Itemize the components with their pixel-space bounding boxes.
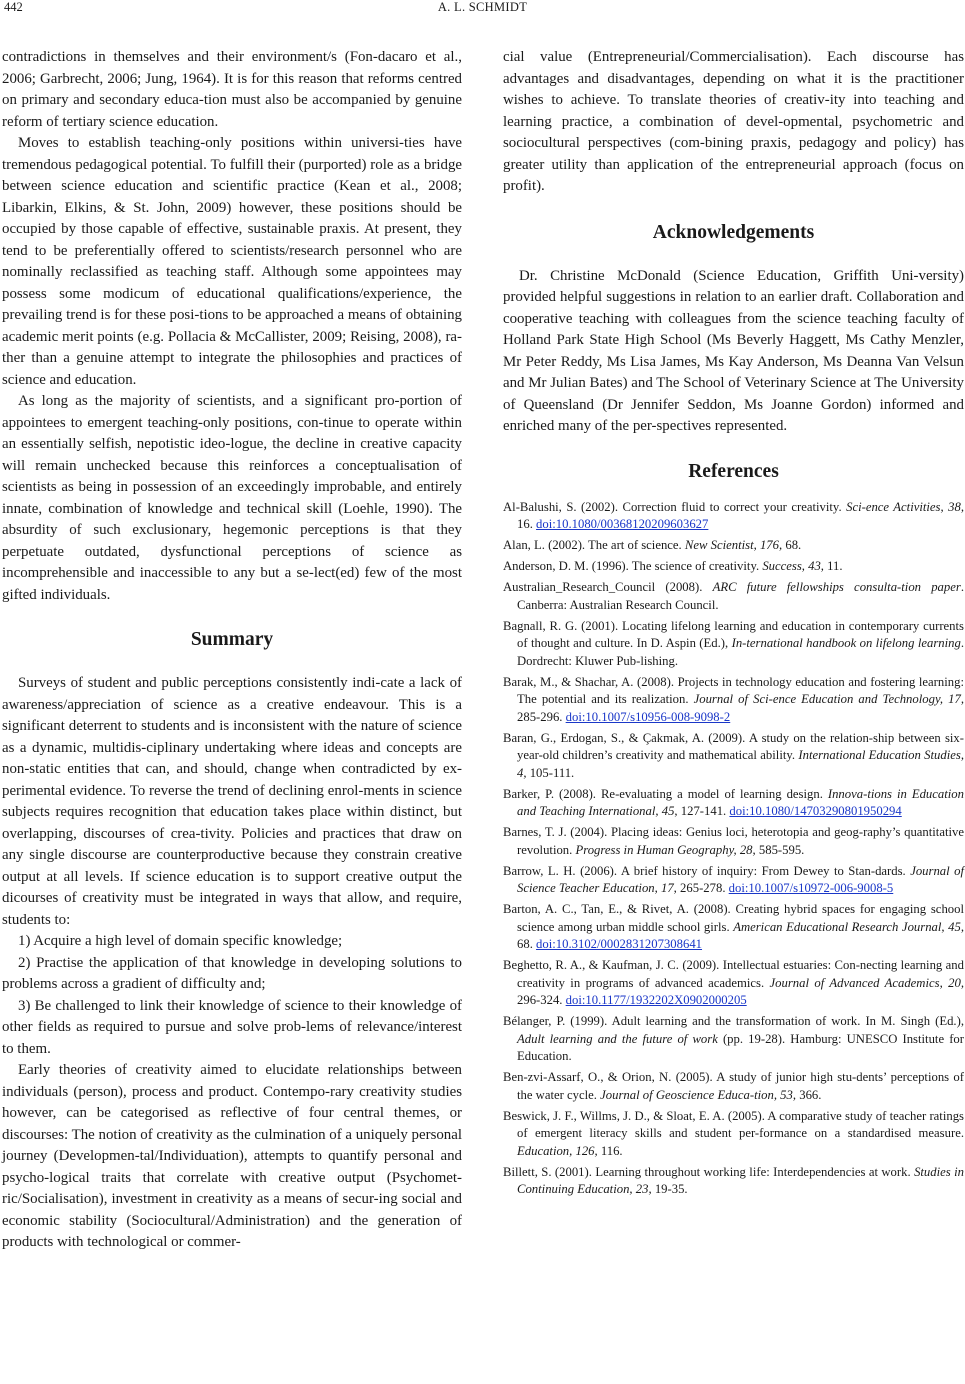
reference-journal: Adult learning and the future of work [517, 1031, 718, 1046]
reference-details: (pp. 19-28). Hamburg: UNESCO Institute for Education. [517, 1031, 964, 1063]
reference-details: 265-278. [676, 881, 729, 895]
reference-details: 19-35. [651, 1182, 688, 1196]
reference-journal: Education, 126, [517, 1143, 598, 1158]
body-paragraph: cial value (Entrepreneurial/Commercialisation). Each discourse has advantages and disadvantages, depending on what it is the practitioner wishes to achieve. To translate theories of creativ-ity into teaching and learning practice, a combination of devel-opmental, psychometric and sociocultural perspectives (com-bining praxis, pedagogy and policy) has greater utility than application of the entrepreneurial approach (focus on profit). [503, 49, 964, 194]
reference-journal: International Education Studies, 4, [517, 748, 964, 780]
reference-entry [503, 1013, 964, 1066]
page-header [0, 0, 965, 20]
reference-entry [503, 863, 964, 898]
reference-details: 16. [517, 517, 537, 531]
reference-entry [503, 618, 964, 671]
summary-list-item: 1) Acquire a high level of domain specific knowledge; [18, 933, 343, 949]
reference-text: Ben-zvi-Assarf, O., & Orion, N. (2005). A study of junior high stu-dents’ perceptions of the water cycle. [503, 1070, 964, 1102]
summary-paragraph: Early theories of creativity aimed to elucidate relationships between individuals (person), process and product. Contempo-rary creativity studies however, can be categorised as reflective of four central themes, or discourses: The notion of creativity as the culmination of a uniquely personal journey (Developmen-tal/Individuation), attempts to quantify personal and psycho-logical traits that correlate with creative output (Psychomet-ric/Socialisation), investment in creativity as a means of secur-ing social and economic stability (Sociocultural/Administration) and the generation of products with technological or commer- [2, 1062, 462, 1250]
reference-journal: ARC future fellowships consulta-tion paper [712, 580, 961, 594]
reference-journal: Progress in Human Geography, 28, [575, 842, 756, 857]
doi-link[interactable]: doi:10.1007/s10956-008-9098-2 [565, 709, 731, 724]
reference-journal: Sci-ence Activities, 38, [846, 499, 964, 514]
reference-entry [503, 558, 964, 576]
reference-text: Bagnall, R. G. (2001). Locating lifelong learning and education in contemporary currents of thought and culture. In D. Aspin (Ed.), [503, 618, 964, 650]
reference-details: . Canberra: Australian Research Council. [517, 580, 964, 612]
reference-entry [503, 499, 964, 534]
reference-entry [503, 1164, 964, 1199]
reference-journal: Studies in Continuing Education, 23, [517, 1164, 964, 1196]
reference-details: 68. [782, 538, 802, 552]
reference-details: 105-111. [526, 765, 575, 780]
reference-journal: American Educational Research Journal, 45, [733, 919, 964, 934]
body-paragraph: As long as the majority of scientists, and a significant pro-portion of appointees to emergent teaching-only positions, con-tinue to operate within an essentially selfish, nepotistic ideo-logue, the decline in creative capacity will remain unchecked because this reinforces a conceptualisation of scientists as being in possession of an exceedingly improbable, and entirely innate, combination of knowledge and technical skill (Loehle, 1990). The absurdity of such exclusionary, hegemonic perceptions is that they perpetuate outdated, dysfunctional perceptions of science as incomprehensible and inaccessible to any but a se-lect(ed) few of the most gifted individuals. [2, 393, 462, 603]
references-list [503, 499, 964, 1199]
reference-text: Australian_Research_Council (2008). [503, 580, 713, 594]
reference-journal: New Scientist, 176, [684, 538, 783, 552]
reference-details: 296-324. [517, 993, 566, 1007]
reference-journal: Journal of Geoscience Educa-tion, 53, [600, 1087, 797, 1102]
reference-text: Barton, A. C., Tan, E., & Rivet, A. (2008). Creating hybrid spaces for engaging school science among urban middle school girls. [503, 902, 964, 934]
doi-link[interactable]: doi:10.1080/00368120209603627 [536, 517, 709, 531]
acknowledgements-paragraph: Dr. Christine McDonald (Science Education, Griffith Uni-versity) provided helpful suggestions in relation to an earlier draft. Collaboration and cooperative teaching with colleagues from the science teaching faculty of Holland Park State High School (Ms Beverly Haggett, Ms Cathy Menzler, Mr Peter Reddy, Ms Lisa James, Ms Kay Anderson, Ms Deanna Van Velsun and Mr Julian Bates) and The School of Veterinary Science at The University of Queensland (Dr Jennifer Seddon, Ms Joanne Gordon) informed and enriched many of the per-spectives represented. [503, 267, 964, 434]
reference-journal: Success, 43, [762, 559, 824, 573]
reference-details: 11. [823, 559, 843, 573]
reference-journal: In-ternational handbook on lifelong learning [731, 636, 961, 650]
reference-text: Barker, P. (2008). Re-evaluating a model of learning design. [503, 786, 828, 801]
reference-text: Beswick, J. F., Willms, J. D., & Sloat, E. A. (2005). A comparative study of teacher ratings of emergent literacy skills and student per-formance on a standardised measure. [503, 1108, 964, 1140]
reference-details: 285-296. [517, 709, 566, 724]
doi-link[interactable]: doi:10.1007/s10972-006-9008-5 [728, 881, 894, 895]
page-number: 442 [4, 0, 23, 14]
reference-entry [503, 786, 964, 821]
reference-journal: Journal of Advanced Academics, 20, [769, 975, 964, 990]
summary-list-item: 3) Be challenged to link their knowledge of science to their knowledge of other fields as required to pursue and solve prob-lems of relevance/interest to them. [2, 997, 462, 1057]
reference-details: 116. [597, 1143, 623, 1158]
reference-details: , 127-141. [674, 804, 730, 818]
reference-entry [503, 730, 964, 783]
reference-details: 585-595. [755, 842, 805, 857]
reference-entry [503, 901, 964, 954]
reference-details: . Dordrecht: Kluwer Pub-lishing. [517, 636, 964, 668]
reference-entry [503, 1108, 964, 1161]
acknowledgements-heading: Acknowledgements [652, 221, 815, 243]
body-paragraph: Moves to establish teaching-only positions within universi-ties have tremendous pedagogical potential. To fulfill their (purported) role as a bridge between science education and scientific practice (Kean et al., 2008; Libarkin, Elkins, & St. John, 2009) however, these positions should be occupied by those capable of effective, sustainable praxis. At present, they tend to be preferentially offered to scientists/research personnel who are nominally reclassified as teaching staff. Although some appointees may possess some modicum of educational qualifications/experience, the prevailing trend is for these posi-tions to be approached a means of obtaining academic merit points (e.g. Pollacia & McCallister, 2009; Reising, 2008), ra-ther than a genuine attempt to integrate the philosophies and practices of science and education. [2, 135, 462, 388]
reference-details: 68. [517, 937, 537, 951]
doi-link[interactable]: doi:10.1177/1932202X0902000205 [565, 993, 747, 1007]
reference-entry [503, 674, 964, 727]
running-head: A. L. SCHMIDT [437, 0, 528, 14]
reference-text: Bélanger, P. (1999). Adult learning and the transformation of work. In M. Singh (Ed.), [503, 1014, 964, 1028]
reference-text: Baran, G., Erdogan, S., & Çakmak, A. (2009). A study on the relation-ship between six-year-old children’s creativity and mathematical ability. [503, 730, 964, 762]
body-paragraph: contradictions in themselves and their environment/s (Fon-dacaro et al., 2006; Garbrecht, 2006; Jung, 1964). It is for this reason that reforms centred on primary and secondary educa-tion must also be accompanied by genuine reform of tertiary science education. [2, 49, 462, 130]
reference-text: Beghetto, R. A., & Kaufman, J. C. (2009). Intellectual estuaries: Con-necting learning and creativity in programs of advanced academics. [503, 958, 964, 990]
reference-text: Barak, M., & Shachar, A. (2008). Projects in technology education and fostering learning: The potential and its realization. [503, 674, 964, 706]
reference-text: Al-Balushi, S. (2002). Correction fluid to correct your creativity. [503, 499, 847, 514]
reference-entry [503, 957, 964, 1010]
reference-entry [503, 1069, 964, 1104]
reference-journal: Innova-tions in Education and Teaching International, 45 [517, 786, 964, 818]
reference-text: Anderson, D. M. (1996). The science of creativity. [503, 559, 763, 573]
reference-text: Barnes, T. J. (2004). Placing ideas: Genius loci, heterotopia and geog-raphy’s quantitative revolution. [503, 825, 964, 857]
reference-journal: Journal of Sci-ence Education and Technology, 17, [693, 692, 965, 706]
reference-text: Barrow, L. H. (2006). A brief history of inquiry: From Dewey to Stan-dards. [503, 863, 911, 878]
left-column [2, 47, 462, 1254]
reference-journal: Journal of Science Teacher Education, 17, [517, 863, 964, 895]
summary-heading: Summary [190, 629, 274, 650]
reference-entry [503, 824, 964, 859]
summary-paragraph: Surveys of student and public perceptions consistently indi-cate a lack of awareness/appreciation of science as a creative endeavour. This is a significant deterrent to students and is inconsistent with the nature of science as a dynamic, multidis-ciplinary undertaking where ideas and concepts are non-static entities that can, and should, change when contradicted by ex-perimental evidence. To reverse the trend of declining enrol-ments in science subjects requires recognition that education takes place within distinct, but overlapping, discourses of crea-tivity. Policies and practices that draw on any single discourse are counterproductive because they constrain creative output at all levels. If science education is to support creative output the dicourses of creativity must be integrated in ways that allow, and require, students to: [2, 675, 462, 928]
reference-entry [503, 579, 964, 614]
reference-details: 366. [796, 1087, 822, 1102]
reference-text: Alan, L. (2002). The art of science. [503, 538, 685, 552]
references-heading: References [688, 460, 779, 482]
reference-text: Billett, S. (2001). Learning throughout working life: Interdependencies at work. [503, 1164, 915, 1179]
reference-entry [503, 537, 964, 555]
doi-link[interactable]: doi:10.1080/14703290801950294 [729, 804, 902, 818]
summary-list-item: 2) Practise the application of that knowledge in developing solutions to problems across a gradient of difficulty and; [2, 954, 462, 992]
right-column [503, 47, 964, 1202]
doi-link[interactable]: doi:10.3102/0002831207308641 [536, 937, 703, 951]
